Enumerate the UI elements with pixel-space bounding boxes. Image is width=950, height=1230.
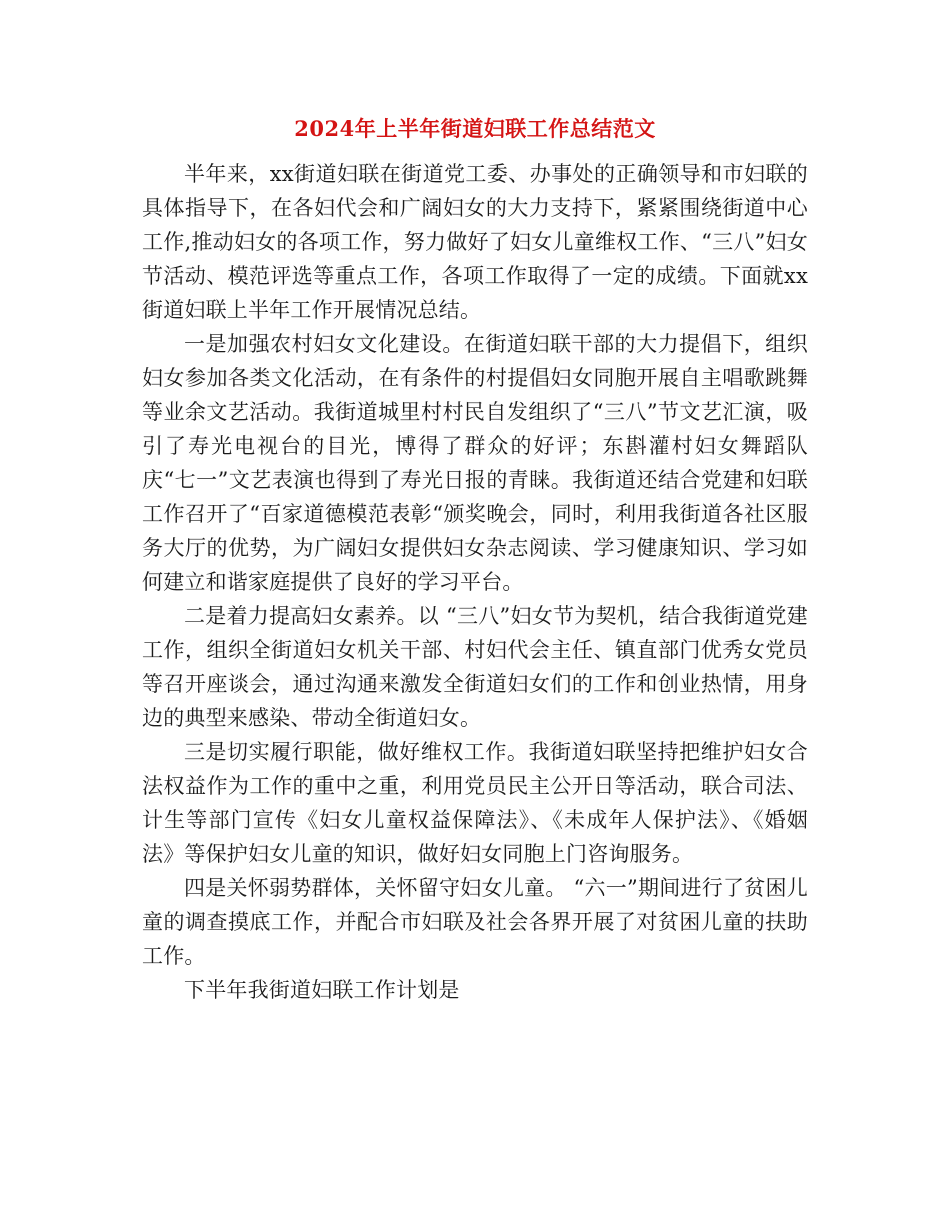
paragraph-plan: 下半年我街道妇联工作计划是 [184,978,460,1002]
paragraph-intro: 半年来，xx街道妇联在街道党工委、办事处的正确领导和市妇联的具体指导下，在各妇代会和广阔妇女的大力支持下，紧紧围绕街道中心工作,推动妇女的各项工作，努力做好了妇女儿童维权工作、“三八”妇女节活动、模范评选等重点工作，各项工作取得了一定的成绩。下面就xx街道妇联上半年工作开展情况总结。 [142,162,808,322]
document-title: 2024年上半年街道妇联工作总结范文 [294,116,656,141]
paragraph-rights: 三是切实履行职能，做好维权工作。我街道妇联坚持把维护妇女合法权益作为工作的重中之重，利用党员民主公开日等活动，联合司法、计生等部门宣传《妇女儿童权益保障法》、《未成年人保护法》、《婚姻法》等保护妇女儿童的知识，做好妇女同胞上门咨询服务。 [142,740,808,866]
paragraph-quality: 二是着力提高妇女素养。以 “三八”妇女节为契机，结合我街道党建工作，组织全街道妇女机关干部、村妇代会主任、镇直部门优秀女党员等召开座谈会，通过沟通来激发全街道妇女们的工作和创业热情，用身边的典型来感染、带动全街道妇女。 [142,604,808,730]
paragraph-care: 四是关怀弱势群体，关怀留守妇女儿童。 “六一”期间进行了贫困儿童的调查摸底工作，并配合市妇联及社会各界开展了对贫困儿童的扶助工作。 [142,876,808,968]
paragraph-culture: 一是加强农村妇女文化建设。在街道妇联干部的大力提倡下，组织妇女参加各类文化活动，在有条件的村提倡妇女同胞开展自主唱歌跳舞等业余文艺活动。我街道城里村村民自发组织了“三八”节文艺汇演，吸引了寿光电视台的目光，博得了群众的好评；东斟灌村妇女舞蹈队庆“七一”文艺表演也得到了寿光日报的青睐。我街道还结合党建和妇联工作召开了“百家道德模范表彰“颁奖晚会，同时，利用我街道各社区服务大厅的优势，为广阔妇女提供妇女杂志阅读、学习健康知识、学习如何建立和谐家庭提供了良好的学习平台。 [142,332,808,594]
